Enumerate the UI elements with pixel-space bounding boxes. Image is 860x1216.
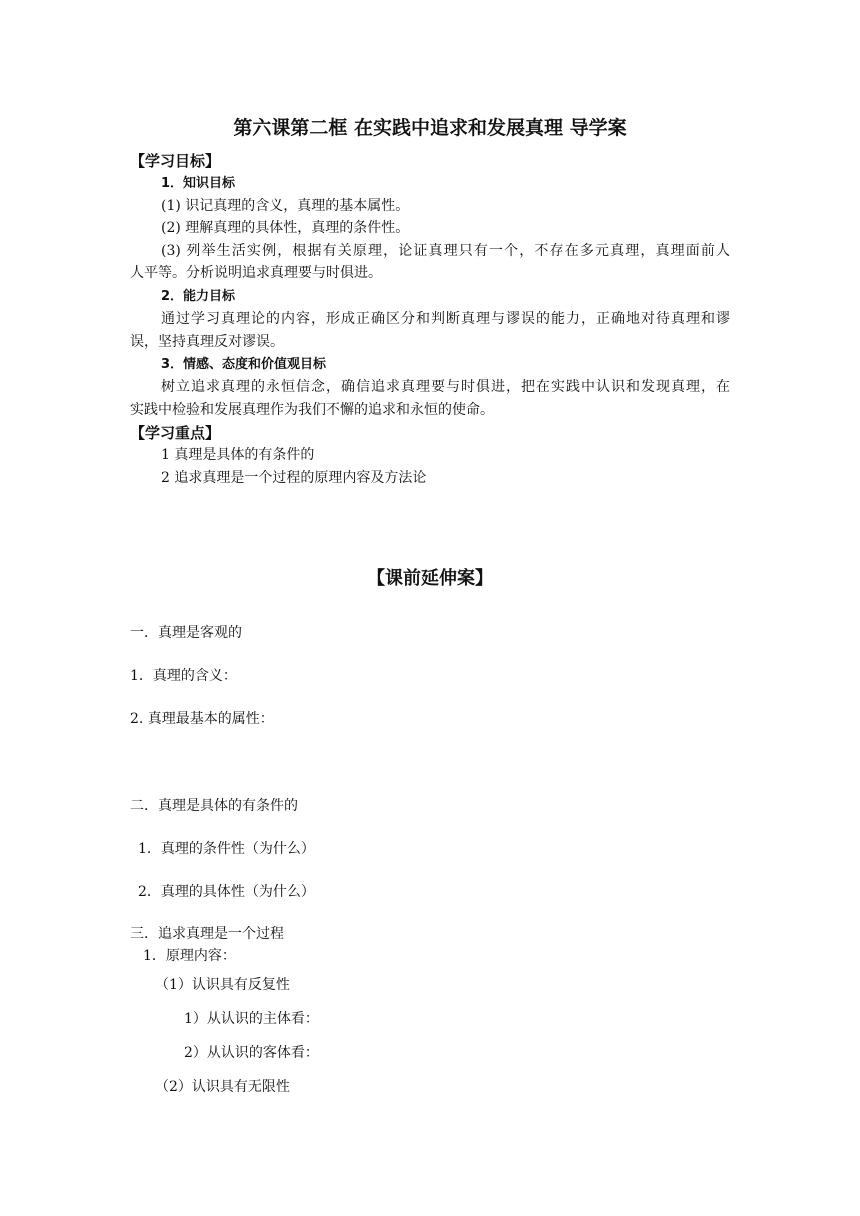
ability-line-2: 误，坚持真理反对谬误。 [130, 334, 284, 350]
ability-line-1: 通过学习真理论的内容，形成正确区分和判断真理与谬误的能力，正确地对待真理和谬 [161, 311, 730, 327]
section-3-item-a1: 1）从认识的主体看： [184, 1011, 319, 1027]
knowledge-item-1: (1) 识记真理的含义，真理的基本属性。 [161, 198, 410, 214]
section-1-question-2: 2. 真理最基本的属性： [130, 711, 274, 727]
knowledge-item-3-line-1: (3) 列举生活实例，根据有关原理，论证真理只有一个，不存在多元真理，真理面前人 [161, 243, 730, 259]
objectives-heading: 【学习目标】 [130, 152, 221, 170]
knowledge-item-2: (2) 理解真理的具体性，真理的条件性。 [161, 220, 410, 236]
section-3-item-b: （2）认识具有无限性 [155, 1079, 290, 1095]
knowledge-item-3-line-2: 人平等。分析说明追求真理要与时俱进。 [130, 265, 382, 281]
section-2-question-2: 2．真理的具体性（为什么） [138, 884, 315, 900]
section-1-heading: 一．真理是客观的 [130, 625, 242, 641]
emotion-goal-heading: 3．情感、态度和价值观目标 [161, 357, 327, 372]
preview-heading: 【课前延伸案】 [367, 568, 493, 589]
section-2-heading: 二．真理是具体的有条件的 [130, 798, 298, 814]
key-points-heading: 【学习重点】 [130, 424, 221, 442]
key-point-2: 2 追求真理是一个过程的原理内容及方法论 [161, 470, 427, 486]
section-2-question-1: 1．真理的条件性（为什么） [138, 841, 315, 857]
page-title: 第六课第二框 在实践中追求和发展真理 导学案 [233, 117, 627, 139]
ability-goal-heading: 2．能力目标 [161, 289, 236, 304]
section-3-item-a2: 2）从认识的客体看： [184, 1045, 319, 1061]
emotion-line-2: 实践中检验和发展真理作为我们不懈的追求和永恒的使命。 [130, 402, 494, 418]
section-1-question-1: 1．真理的含义： [130, 668, 237, 684]
key-point-1: 1 真理是具体的有条件的 [161, 447, 315, 463]
emotion-line-1: 树立追求真理的永恒信念，确信追求真理要与时俱进，把在实践中认识和发现真理，在 [161, 379, 730, 395]
section-3-question-1: 1．原理内容： [143, 948, 236, 964]
knowledge-goal-heading: 1．知识目标 [161, 176, 236, 191]
section-3-heading: 三．追求真理是一个过程 [130, 926, 284, 942]
section-3-item-a: （1）认识具有反复性 [155, 977, 290, 993]
